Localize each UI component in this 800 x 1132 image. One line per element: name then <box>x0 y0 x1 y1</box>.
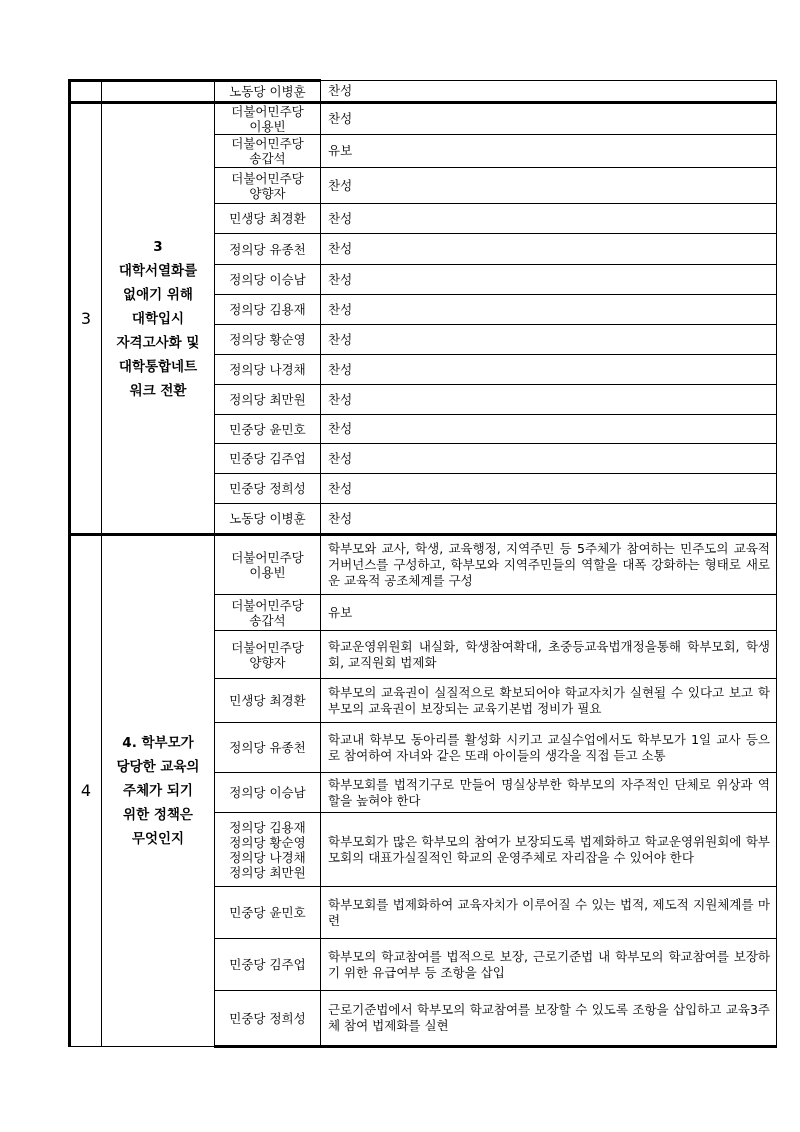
table-row <box>70 81 777 103</box>
party-candidate-cell <box>215 168 321 204</box>
party-candidate-line: 정의당 나경채 <box>229 362 306 377</box>
party-candidate-line: 정의당 김용재 <box>229 819 306 835</box>
party-candidate-line: 더불어민주당 <box>231 170 304 186</box>
number-cell <box>70 81 102 103</box>
party-candidate-cell <box>215 325 321 355</box>
party-candidate-cell <box>215 103 321 135</box>
party-candidate-cell <box>215 595 321 631</box>
party-candidate-line: 정의당 이승남 <box>229 272 306 287</box>
party-candidate-cell <box>215 355 321 385</box>
topic-line: 무엇인지 <box>131 831 185 847</box>
topic-line: 당당한 교육의 <box>116 759 200 775</box>
party-candidate-line: 송갑석 <box>249 151 286 166</box>
party-candidate-line: 양향자 <box>249 185 286 201</box>
party-candidate-line: 민중당 정희성 <box>229 481 306 496</box>
party-candidate-line: 더불어민주당 <box>231 550 304 565</box>
party-candidate-cell <box>215 234 321 265</box>
party-candidate-line: 민중당 윤민호 <box>229 905 306 920</box>
party-candidate-line: 민중당 정희성 <box>229 1010 306 1026</box>
response-cell: 찬성 <box>321 265 777 295</box>
party-candidate-line: 정의당 황순영 <box>229 332 306 347</box>
response-cell: 찬성 <box>321 385 777 415</box>
response-cell: 학교내 학부모 동아리를 활성화 시키고 교실수업에서도 학부모가 1일 교사 등으로 참여하여 자녀와 같은 또래 아이들의 생각을 직접 듣고 소통 <box>321 723 777 773</box>
section-topic <box>102 535 215 1047</box>
party-candidate-cell <box>215 991 321 1047</box>
response-cell: 찬성 <box>321 325 777 355</box>
party-candidate-line: 정의당 김용재 <box>229 302 306 317</box>
response-cell: 유보 <box>321 595 777 631</box>
party-candidate-cell <box>215 723 321 773</box>
party-candidate-line: 정의당 황순영 <box>229 834 306 850</box>
response-cell: 학부모의 교육권이 실질적으로 확보되어야 학교자치가 실현될 수 있다고 보고 학부모의 교육권이 보장되는 교육기본법 정비가 필요 <box>321 679 777 723</box>
topic-line: 없애기 위해 <box>123 286 193 303</box>
party-candidate-line: 이용빈 <box>249 119 286 134</box>
party-candidate-line: 민중당 김주업 <box>229 451 306 466</box>
party-candidate-line: 정의당 나경채 <box>229 849 306 865</box>
party-candidate-cell <box>215 204 321 234</box>
party-candidate-line: 정의당 유종천 <box>229 241 306 257</box>
party-candidate-line: 노동당 이병훈 <box>229 511 306 526</box>
section-number: 4 <box>70 535 102 1047</box>
response-cell: 찬성 <box>321 295 777 325</box>
response-cell: 학부모와 교사, 학생, 교육행정, 지역주민 등 5주체가 참여하는 민주도의 교육적 거버넌스를 구성하고, 학부모와 지역주민들의 역할을 대폭 강화하는 형태로 새로운 교육적 공조체계를 구성 <box>321 535 777 595</box>
response-cell: 학부모회를 법제화하여 교육자치가 이루어질 수 있는 법적, 제도적 지원체계를 마련 <box>321 887 777 939</box>
party-candidate-line: 민생당 최경환 <box>229 211 306 226</box>
party-candidate-line: 정의당 최만원 <box>229 864 306 880</box>
topic-line: 주체가 되기 <box>123 783 193 799</box>
party-candidate-line: 더불어민주당 <box>231 639 304 655</box>
topic-cell <box>102 81 215 103</box>
topic-line: 워크 전환 <box>129 382 187 399</box>
party-candidate-line: 정의당 이승남 <box>229 785 306 800</box>
party-candidate-cell <box>215 415 321 444</box>
response-cell: 찬성 <box>321 504 777 535</box>
party-candidate-line: 더불어민주당 <box>231 136 304 151</box>
party-candidate-cell <box>215 504 321 535</box>
party-candidate-cell <box>215 535 321 595</box>
response-cell: 찬성 <box>321 474 777 504</box>
topic-line: 4. 학부모가 <box>122 735 194 751</box>
topic-line: 자격고사화 및 <box>116 334 200 351</box>
section-number: 3 <box>70 103 102 535</box>
topic-line: 위한 정책은 <box>123 807 193 823</box>
party-candidate-cell <box>215 295 321 325</box>
party-candidate-line: 양향자 <box>249 654 286 670</box>
party-candidate-cell <box>215 773 321 813</box>
party-candidate-line: 송갑석 <box>249 612 286 628</box>
party-candidate-cell <box>215 444 321 474</box>
party-candidate-line: 이용빈 <box>249 565 286 580</box>
party-candidate-line: 더불어민주당 <box>231 104 304 119</box>
party-candidate-cell <box>215 265 321 295</box>
topic-line: 3 <box>153 238 163 255</box>
table-row <box>70 535 777 595</box>
section-topic <box>102 103 215 535</box>
party-candidate-cell <box>215 813 321 887</box>
party-candidate-line: 민생당 최경환 <box>229 693 306 708</box>
party-candidate-cell <box>215 939 321 991</box>
response-cell: 찬성 <box>321 103 777 135</box>
survey-table-page <box>68 79 775 1048</box>
party-candidate-cell <box>215 135 321 168</box>
party-candidate-cell <box>215 887 321 939</box>
party-candidate-line: 정의당 유종천 <box>229 740 306 755</box>
party-candidate-line: 정의당 최만원 <box>229 392 306 407</box>
response-cell: 찬성 <box>321 234 777 265</box>
topic-line: 대학통합네트 <box>118 358 198 375</box>
party-candidate-cell <box>215 679 321 723</box>
party-cell: 노동당 이병훈 <box>215 81 321 103</box>
survey-table <box>68 79 777 1048</box>
survey-table-body <box>70 81 777 1047</box>
response-cell: 찬성 <box>321 444 777 474</box>
party-candidate-line: 더불어민주당 <box>231 597 304 613</box>
response-cell: 근로기준법에서 학부모의 학교참여를 보장할 수 있도록 조항을 삽입하고 교육3주체 참여 법제화를 실현 <box>321 991 777 1047</box>
response-cell: 학부모회를 법적기구로 만들어 명실상부한 학부모의 자주적인 단체로 위상과 역할을 높혀야 한다 <box>321 773 777 813</box>
topic-line: 대학입시 <box>131 310 185 327</box>
response-cell: 학교운영위원회 내실화, 학생참여확대, 초중등교육법개정을통해 학부모회, 학생회, 교직원회 법제화 <box>321 631 777 679</box>
response-cell: 학부모회가 많은 학부모의 참여가 보장되도록 법제화하고 학교운영위원회에 학부모회의 대표가실질적인 학교의 운영주체로 자리잡을 수 있어야 한다 <box>321 813 777 887</box>
party-candidate-line: 민중당 김주업 <box>229 957 306 972</box>
party-candidate-cell <box>215 631 321 679</box>
response-cell: 찬성 <box>321 355 777 385</box>
party-candidate-line: 민중당 윤민호 <box>229 421 306 437</box>
response-cell: 학부모의 학교참여를 법적으로 보장, 근로기준법 내 학부모의 학교참여를 보장하기 위한 유급여부 등 조항을 삽입 <box>321 939 777 991</box>
topic-line: 대학서열화를 <box>118 262 198 279</box>
response-cell: 유보 <box>321 135 777 168</box>
party-candidate-cell <box>215 474 321 504</box>
response-cell: 찬성 <box>321 168 777 204</box>
party-candidate-cell <box>215 385 321 415</box>
response-cell: 찬성 <box>321 81 777 103</box>
table-row <box>70 103 777 135</box>
response-cell: 찬성 <box>321 204 777 234</box>
response-cell: 찬성 <box>321 415 777 444</box>
